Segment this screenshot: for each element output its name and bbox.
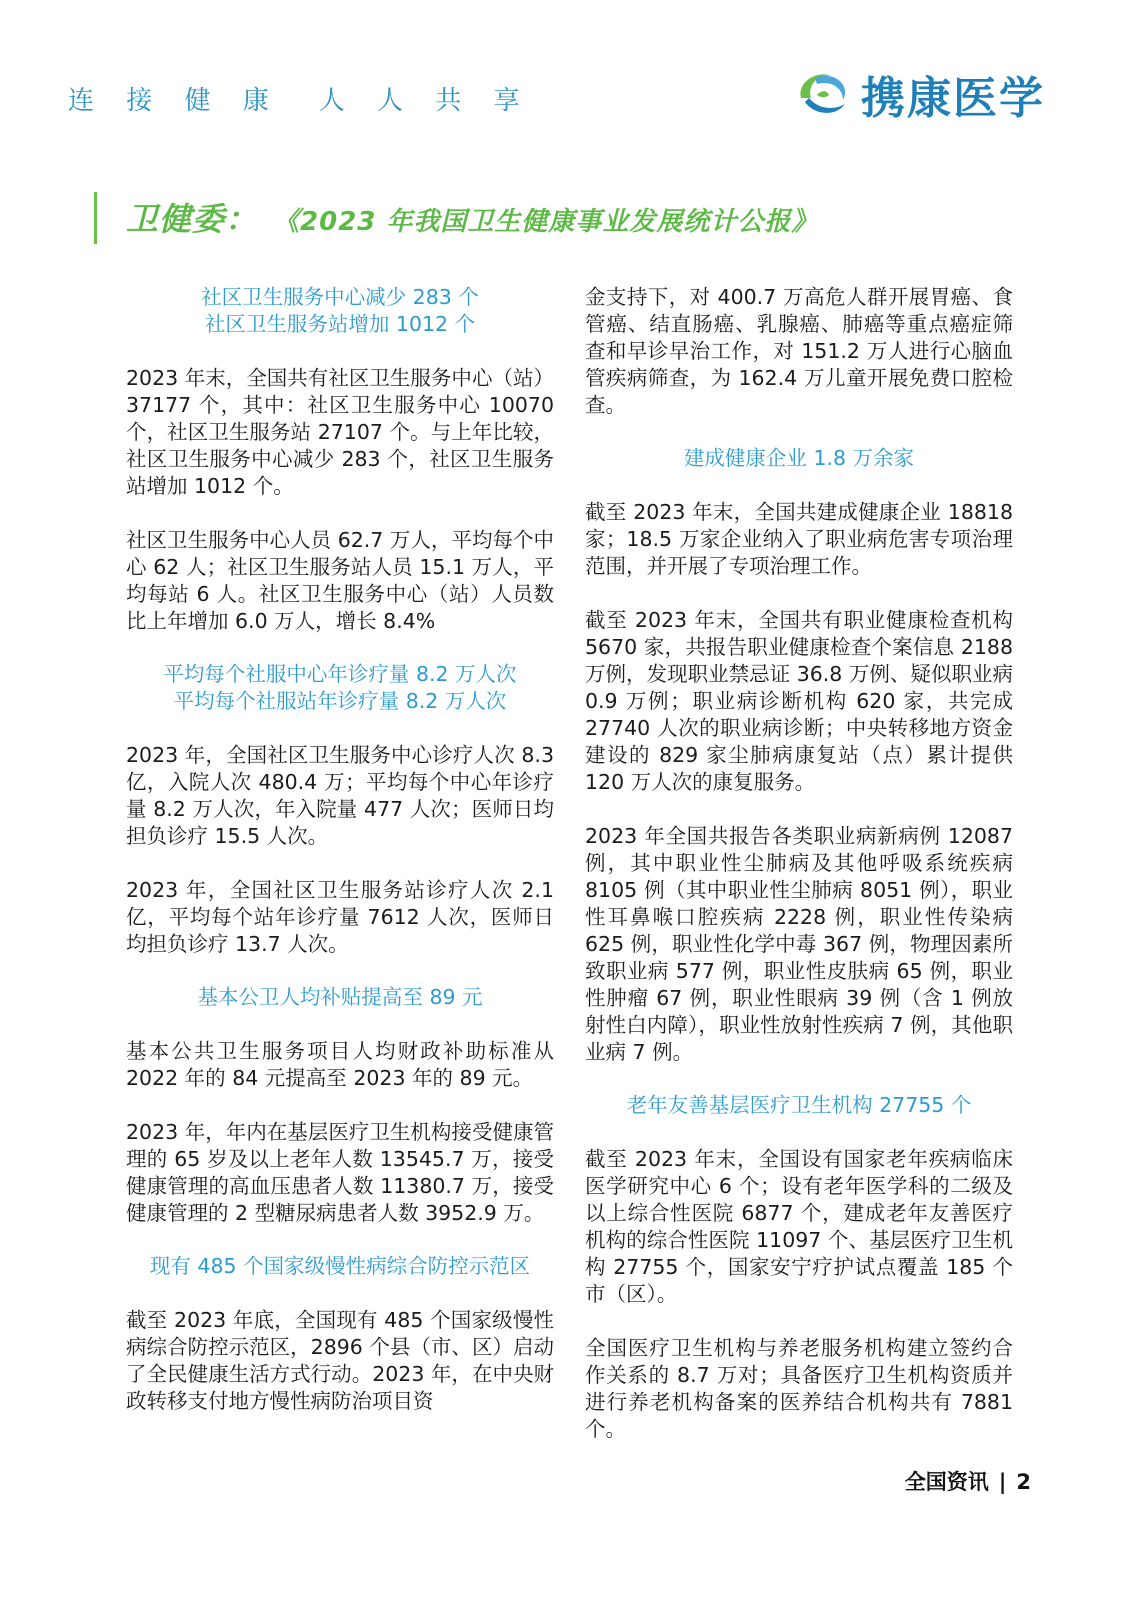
title-part1: 卫健委：	[126, 200, 259, 238]
paragraph: 截至 2023 年末，全国共有职业健康检查机构 5670 家，共报告职业健康检查个案信息 2188 万例，发现职业禁忌证 36.8 万例、疑似职业病 0.9 万例；职业病诊断机构 620 家，共完成 27740 人次的职业病诊断；中央转移地方资金建设的 829 家尘肺病康复站（点）累计提供 120 万人次的康复服务。	[585, 608, 1013, 794]
logo	[795, 62, 1045, 126]
section-heading: 建成健康企业 1.8 万余家	[683, 446, 915, 470]
paragraph: 基本公共卫生服务项目人均财政补助标准从 2022 年的 84 元提高至 2023 年的 89 元。	[126, 1039, 554, 1090]
footer-separator: |	[998, 1470, 1007, 1494]
paragraph: 2023 年，年内在基层医疗卫生机构接受健康管理的 65 岁及以上老年人数 13545.7 万，接受健康管理的高血压患者人数 11380.7 万，接受健康管理的 2 型糖尿病患者人数 3952.9 万。	[126, 1120, 554, 1225]
paragraph: 社区卫生服务中心人员 62.7 万人，平均每个中心 62 人；社区卫生服务站人员 15.1 万人，平均每站 6 人。社区卫生服务中心（站）人员数比上年增加 6.0 万人，增长 8.4%	[126, 528, 554, 633]
section-heading: 现有 485 个国家级慢性病综合防控示范区	[149, 1254, 531, 1278]
paragraph: 2023 年，全国社区卫生服务中心诊疗人次 8.3 亿，入院人次 480.4 万；平均每个中心年诊疗量 8.2 万人次，年入院量 477 人次；医师日均担负诊疗 15.5 人次。	[126, 743, 554, 848]
paragraph: 2023 年，全国社区卫生服务站诊疗人次 2.1 亿，平均每个站年诊疗量 7612 人次，医师日均担负诊疗 13.7 人次。	[126, 878, 554, 956]
footer	[905, 1466, 1031, 1496]
heading-line: 社区卫生服务站增加 1012 个	[204, 312, 476, 336]
slogan-part2: 人 人 共 享	[318, 86, 532, 116]
paragraph: 截至 2023 年末，全国共建成健康企业 18818 家；18.5 万家企业纳入了职业病危害专项治理范围，并开展了专项治理工作。	[585, 500, 1013, 578]
paragraph: 2023 年全国共报告各类职业病新病例 12087 例，其中职业性尘肺病及其他呼吸系统疾病 8105 例（其中职业性尘肺病 8051 例），职业性耳鼻喉口腔疾病 2228 例，职业性传染病 625 例，职业性化学中毒 367 例，物理因素所致职业病 577 例，职业性皮肤病 65 例，职业性肿瘤 67 例，职业性眼病 39 例（含 1 例放射性白内障），职业性放射性疾病 7 例，其他职业病 7 例。	[585, 824, 1013, 1064]
logo-text: 携康医学	[861, 73, 1045, 124]
right-column	[585, 284, 1013, 1443]
header-slogan	[68, 80, 532, 117]
heading-line: 平均每个社服中心年诊疗量 8.2 万人次	[163, 662, 517, 686]
heading-line: 平均每个社服站年诊疗量 8.2 万人次	[173, 689, 507, 713]
paragraph: 截至 2023 年底，全国现有 485 个国家级慢性病综合防控示范区，2896 个县（市、区）启动了全民健康生活方式行动。2023 年，在中央财政转移支付地方慢性病防治项目资	[126, 1308, 554, 1413]
section-heading: 老年友善基层医疗卫生机构 27755 个	[626, 1093, 972, 1117]
title-accent-bar	[94, 192, 97, 244]
slogan-part1: 连 接 健 康	[68, 86, 281, 116]
footer-section: 全国资讯	[904, 1470, 989, 1494]
section-heading	[126, 661, 554, 715]
paragraph: 金支持下，对 400.7 万高危人群开展胃癌、食管癌、结直肠癌、乳腺癌、肺癌等重点癌症筛查和早诊早治工作，对 151.2 万人进行心脑血管疾病筛查，为 162.4 万儿童开展免费口腔检查。	[585, 285, 1013, 417]
logo-icon	[795, 68, 851, 120]
page-number: 2	[1016, 1470, 1031, 1494]
page-title	[126, 194, 818, 240]
left-column	[126, 284, 554, 1415]
paragraph: 全国医疗卫生机构与养老服务机构建立签约合作关系的 8.7 万对；具备医疗卫生机构资质并进行养老机构备案的医养结合机构共有 7881 个。	[585, 1336, 1013, 1441]
title-part2: 《2023 年我国卫生健康事业发展统计公报》	[286, 207, 819, 237]
paragraph: 截至 2023 年末，全国设有国家老年疾病临床医学研究中心 6 个；设有老年医学科的二级及以上综合性医院 6877 个，建成老年友善医疗机构的综合性医院 11097 个、基层医疗卫生机构 27755 个，国家安宁疗护试点覆盖 185 个市（区）。	[585, 1147, 1013, 1306]
section-heading: 基本公卫人均补贴提高至 89 元	[197, 985, 483, 1009]
paragraph: 2023 年末，全国共有社区卫生服务中心（站）37177 个，其中：社区卫生服务中心 10070 个，社区卫生服务站 27107 个。与上年比较，社区卫生服务中心减少 283 个，社区卫生服务站增加 1012 个。	[126, 366, 554, 498]
heading-line: 社区卫生服务中心减少 283 个	[201, 285, 479, 309]
section-heading	[126, 284, 554, 338]
